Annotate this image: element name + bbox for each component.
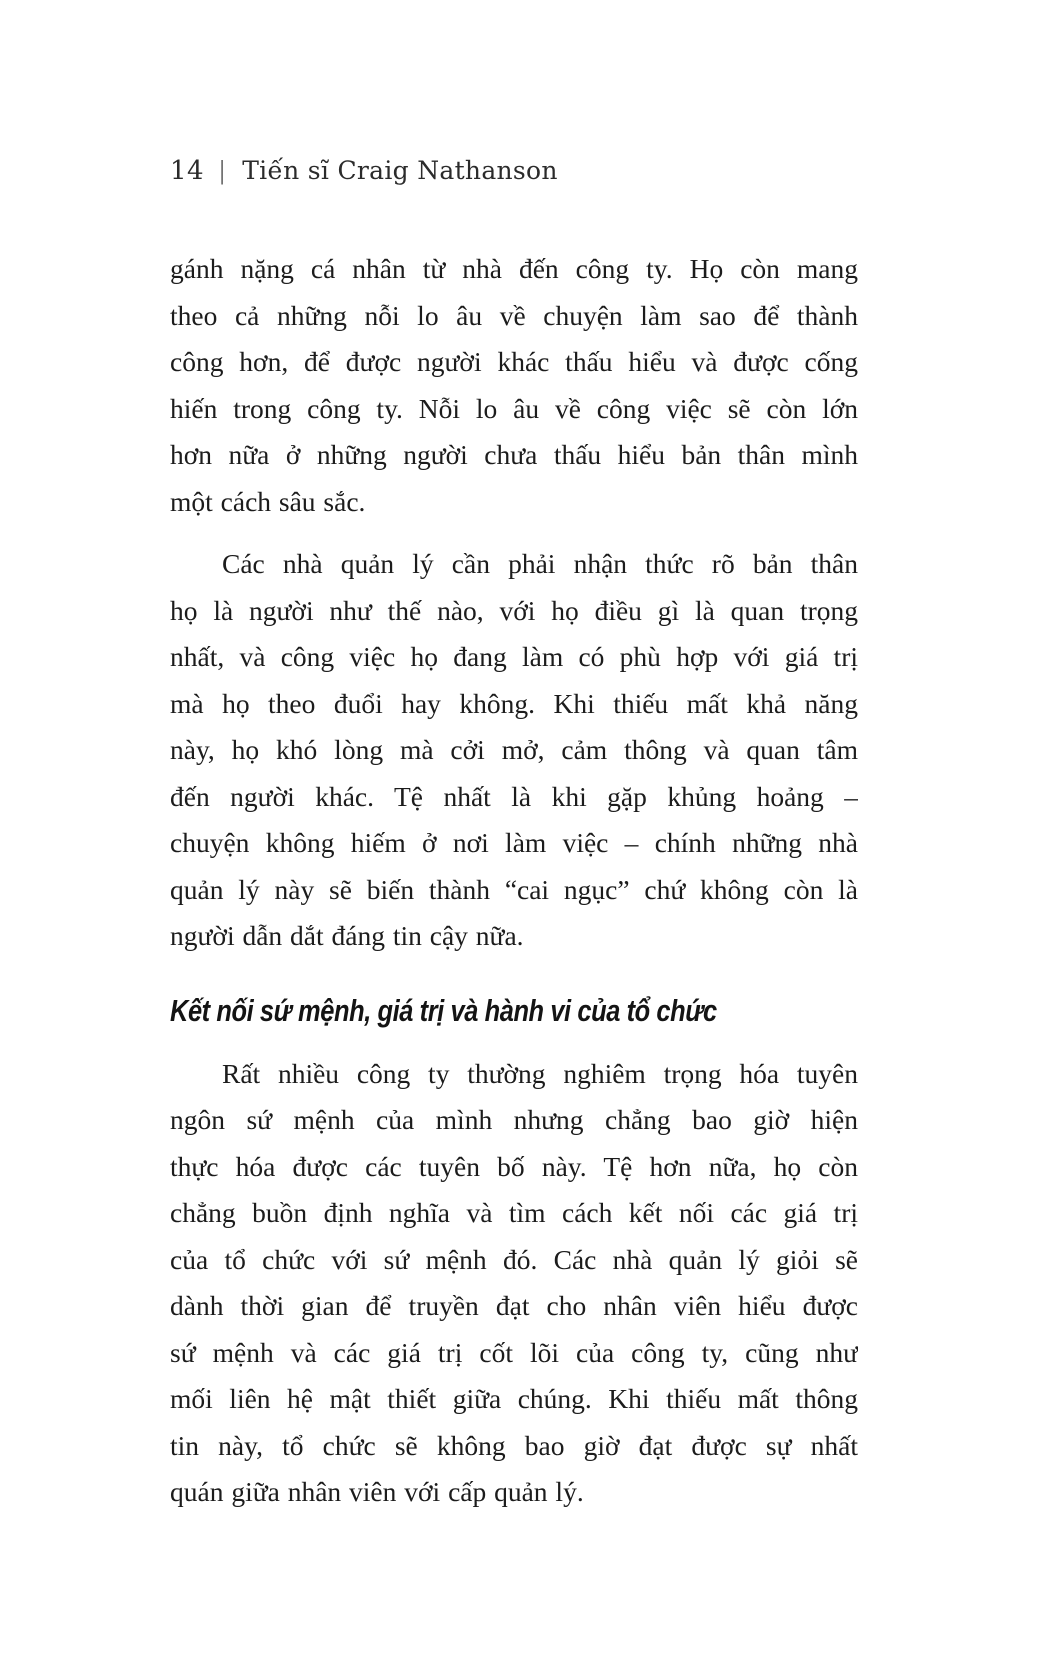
text-line: công hơn, để được người khác thấu hiểu và được cống: [170, 346, 858, 377]
header-separator: |: [219, 157, 225, 185]
section-heading: Kết nối sứ mệnh, giá trị và hành vi của tổ chức: [170, 992, 717, 1028]
text-line: Các nhà quản lý cần phải nhận thức rõ bản thân: [222, 548, 858, 579]
paragraph: [170, 1051, 858, 1516]
text-line: này, họ khó lòng mà cởi mở, cảm thông và quan tâm: [170, 734, 858, 765]
text-line: chẳng buồn định nghĩa và tìm cách kết nối các giá trị: [170, 1197, 858, 1228]
text-line: chuyện không hiếm ở nơi làm việc – chính những nhà: [170, 827, 858, 858]
paragraph: [170, 246, 858, 525]
text-line: hiến trong công ty. Nỗi lo âu về công việc sẽ còn lớn: [170, 392, 858, 424]
page-content-column: [170, 0, 858, 1516]
text-line: mà họ theo đuổi hay không. Khi thiếu mất khả năng: [170, 687, 858, 719]
text-line: gánh nặng cá nhân từ nhà đến công ty. Họ còn mang: [170, 253, 858, 284]
text-line: họ là người như thế nào, với họ điều gì là quan trọng: [170, 594, 858, 626]
text-line: Rất nhiều công ty thường nghiêm trọng hóa tuyên: [222, 1057, 858, 1089]
text-line: một cách sâu sắc.: [170, 485, 366, 517]
paragraph: [170, 541, 858, 960]
running-title: Tiến sĩ Craig Nathanson: [242, 156, 558, 185]
page-number: 14: [170, 156, 205, 186]
running-header: [170, 0, 858, 188]
text-line: theo cả những nỗi lo âu về chuyện làm sao để thành: [170, 299, 858, 331]
text-line: hơn nữa ở những người chưa thấu hiểu bản thân mình: [170, 439, 858, 470]
page-body: [170, 246, 858, 1516]
text-line: quán giữa nhân viên với cấp quản lý.: [170, 1476, 584, 1507]
text-line: dành thời gian để truyền đạt cho nhân viên hiểu được: [170, 1290, 858, 1321]
text-line: đến người khác. Tệ nhất là khi gặp khủng hoảng –: [170, 780, 858, 812]
text-line: tin này, tổ chức sẽ không bao giờ đạt được sự nhất: [170, 1429, 858, 1461]
text-line: mối liên hệ mật thiết giữa chúng. Khi thiếu mất thông: [170, 1383, 858, 1414]
text-line: người dẫn dắt đáng tin cậy nữa.: [170, 920, 524, 951]
text-line: của tổ chức với sứ mệnh đó. Các nhà quản lý giỏi sẽ: [170, 1243, 858, 1275]
text-line: thực hóa được các tuyên bố này. Tệ hơn nữa, họ còn: [170, 1150, 858, 1182]
text-line: ngôn sứ mệnh của mình nhưng chẳng bao giờ hiện: [170, 1104, 858, 1135]
text-line: quản lý này sẽ biến thành “cai ngục” chứ không còn là: [170, 873, 858, 905]
text-line: nhất, và công việc họ đang làm có phù hợp với giá trị: [170, 641, 858, 672]
text-line: sứ mệnh và các giá trị cốt lõi của công ty, cũng như: [170, 1336, 858, 1368]
